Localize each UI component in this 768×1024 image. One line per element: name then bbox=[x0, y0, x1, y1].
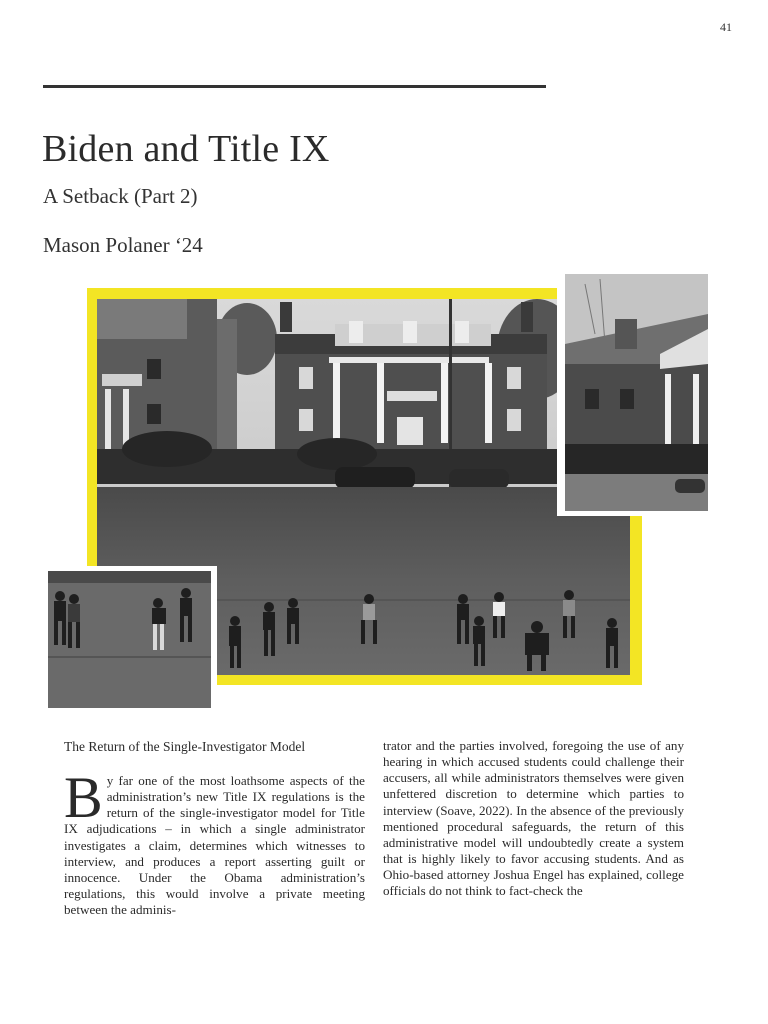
article-title: Biden and Title IX bbox=[42, 128, 330, 170]
left-column-text: y far one of the most loathsome aspects of the administration’s new Title IX regulations is the return of the single-investigator model for Title IX adjudications – in which a single administrator investigates a claim, determines which witnesses to interview, and produces a report asserting guilt or innocence. Under the Obama administration’s regulations, this would involve a private meeting between the adminis- bbox=[64, 773, 365, 918]
article-subtitle: A Setback (Part 2) bbox=[43, 184, 198, 208]
house-photo bbox=[557, 270, 712, 516]
article-author: Mason Polaner ‘24 bbox=[43, 233, 203, 257]
article-column-left bbox=[64, 738, 365, 918]
players-photo bbox=[44, 566, 217, 713]
paragraph bbox=[64, 765, 365, 918]
article-column-right bbox=[383, 738, 684, 900]
title-rule bbox=[43, 85, 546, 88]
section-heading: The Return of the Single-Investigator Model bbox=[64, 739, 306, 754]
drop-cap: B bbox=[64, 765, 103, 830]
right-column-text: trator and the parties involved, foregoing the use of any hearing in which accused students could challenge their accusers, all while administrators themselves were given unfettered discretion to determine which parties to interview (Soave, 2022). In the absence of the previously mentioned procedural safeguards, the return of this administrative model will undoubtedly create a system that is highly likely to favor accusing students. And as Ohio-based attorney Joshua Engel has explained, college officials do not think to fact-check the bbox=[383, 738, 684, 899]
page-number: 41 bbox=[720, 20, 732, 34]
